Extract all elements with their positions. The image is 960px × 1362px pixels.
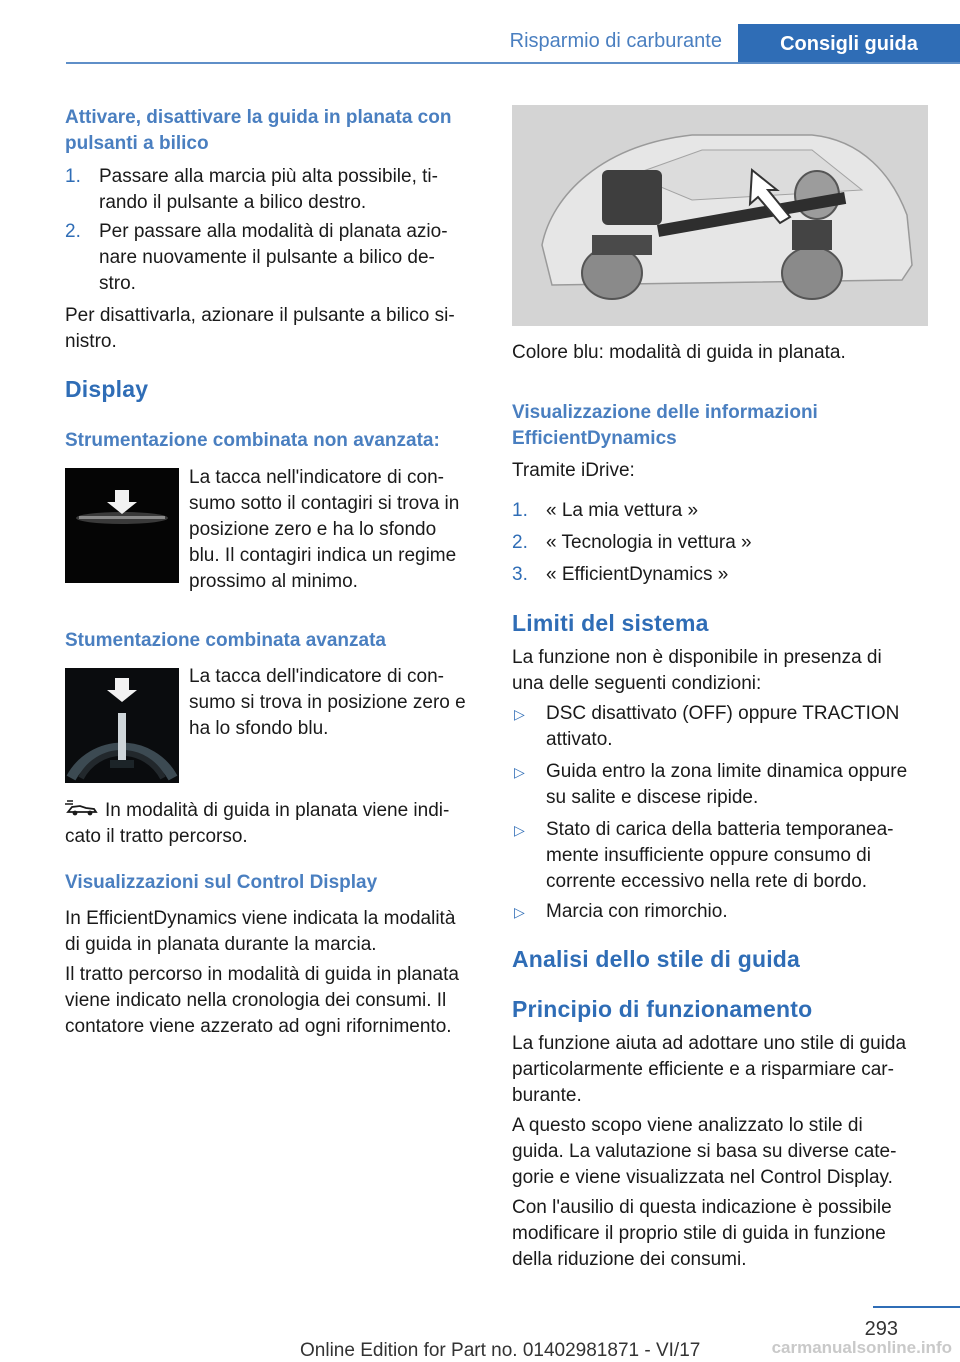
heading-rocker-switch: Attivare, disattivare la guida in planata con pulsanti a bilico xyxy=(65,107,452,154)
paragraph-line: contatore viene azzerato ad ogni rifornimento. xyxy=(65,1016,452,1037)
heading-driving-style-analysis: Analisi dello stile di guida xyxy=(512,946,801,972)
paragraph-line: La funzione non è disponibile in presenza di xyxy=(512,647,882,668)
paragraph-line: Il tratto percorso in modalità di guida in planata xyxy=(65,964,459,985)
paragraph-line: In modalità di guida in planata viene indi‐ xyxy=(105,800,450,821)
page-number: 293 xyxy=(864,1318,898,1340)
heading-working-principle: Principio di funzionamento xyxy=(512,996,813,1022)
header-section-title: Risparmio di carburante xyxy=(509,30,722,52)
step-number: 2. xyxy=(65,221,81,242)
header-rule xyxy=(66,62,960,64)
step-number: 1. xyxy=(512,500,528,521)
paragraph-line: della riduzione dei consumi. xyxy=(512,1249,747,1270)
bullet-line: Guida entro la zona limite dinamica oppure xyxy=(546,761,908,782)
bullet-triangle-icon: ▷ xyxy=(514,904,525,920)
cluster-advanced-image xyxy=(65,668,179,783)
drivetrain-illustration xyxy=(512,105,928,326)
step-number: 3. xyxy=(512,564,528,585)
bullet-line: attivato. xyxy=(546,729,613,750)
heading-display: Display xyxy=(65,376,149,402)
paragraph-line: sumo sotto il contagiri si trova in xyxy=(189,493,460,514)
step-line: Per passare alla modalità di planata azio‐ xyxy=(99,221,448,242)
bullet-line: Marcia con rimorchio. xyxy=(546,901,728,922)
paragraph-line: una delle seguenti condizioni: xyxy=(512,673,762,694)
paragraph-line: La funzione aiuta ad adottare uno stile di guida xyxy=(512,1033,907,1054)
heading-control-display: Visualizzazioni sul Control Display xyxy=(65,872,378,893)
header-chapter-tab: Consigli guida xyxy=(738,24,960,64)
bullet-line: Stato di carica della batteria temporanea‐ xyxy=(546,819,894,840)
paragraph-line: di guida in planata durante la marcia. xyxy=(65,934,377,955)
menu-path-item: « EfficientDynamics » xyxy=(546,564,729,585)
bullet-triangle-icon: ▷ xyxy=(514,822,525,838)
paragraph-line: guida. La valutazione si basa su diverse cate‐ xyxy=(512,1141,897,1162)
paragraph-line: gorie e viene visualizzata nel Control Display. xyxy=(512,1167,893,1188)
paragraph-line: La tacca nell'indicatore di con‐ xyxy=(189,467,444,488)
footer-rule xyxy=(873,1306,960,1308)
paragraph-line: Tramite iDrive: xyxy=(512,460,635,481)
paragraph-line: nistro. xyxy=(65,331,117,352)
paragraph-line: Con l'ausilio di questa indicazione è possibile xyxy=(512,1197,892,1218)
heading-non-advanced-cluster: Strumentazione combinata non avanzata: xyxy=(65,430,440,451)
heading-system-limits: Limiti del sistema xyxy=(512,610,709,636)
coasting-car-icon xyxy=(64,800,100,818)
paragraph-line: modificare il proprio stile di guida in funzione xyxy=(512,1223,886,1244)
paragraph-line: blu. Il contagiri indica un regime xyxy=(189,545,457,566)
menu-path-item: « Tecnologia in vettura » xyxy=(546,532,752,553)
step-number: 2. xyxy=(512,532,528,553)
paragraph-line: ha lo sfondo blu. xyxy=(189,718,329,739)
paragraph-line: A questo scopo viene analizzato lo stile di xyxy=(512,1115,863,1136)
watermark: carmanualsonline.info xyxy=(771,1338,952,1357)
paragraph-line: burante. xyxy=(512,1085,582,1106)
step-line: rando il pulsante a bilico destro. xyxy=(99,192,367,213)
paragraph-line: particolarmente efficiente e a risparmiare car‐ xyxy=(512,1059,894,1080)
paragraph-line: Per disattivarla, azionare il pulsante a bilico si‐ xyxy=(65,305,455,326)
menu-path-item: « La mia vettura » xyxy=(546,500,699,521)
paragraph-line: prossimo al minimo. xyxy=(189,571,358,592)
bullet-line: mente insufficiente oppure consumo di xyxy=(546,845,871,866)
paragraph-line: In EfficientDynamics viene indicata la modalità xyxy=(65,908,456,929)
bullet-line: DSC disattivato (OFF) oppure TRACTION xyxy=(546,703,900,724)
paragraph-line: viene indicato nella cronologia dei consumi. Il xyxy=(65,990,447,1011)
paragraph-line: posizione zero e ha lo sfondo xyxy=(189,519,437,540)
cluster-basic-image xyxy=(65,468,179,583)
heading-advanced-cluster: Stumentazione combinata avanzata xyxy=(65,630,386,651)
step-line: Passare alla marcia più alta possibile, ti‐ xyxy=(99,166,438,187)
paragraph-line: cato il tratto percorso. xyxy=(65,826,248,847)
bullet-line: su salite e discese ripide. xyxy=(546,787,759,808)
step-number: 1. xyxy=(65,166,81,187)
step-line: nare nuovamente il pulsante a bilico de‐ xyxy=(99,247,435,268)
edition-footer: Online Edition for Part no. 01402981871 - VI/17 xyxy=(300,1340,701,1361)
image-caption: Colore blu: modalità di guida in planata. xyxy=(512,342,846,363)
heading-efficientdynamics-info: Visualizzazione delle informazioni EfficientDynamics xyxy=(512,402,818,449)
bullet-line: corrente eccessivo nella rete di bordo. xyxy=(546,871,868,892)
bullet-triangle-icon: ▷ xyxy=(514,706,525,722)
paragraph-line: sumo si trova in posizione zero e xyxy=(189,692,466,713)
step-line: stro. xyxy=(99,273,136,294)
paragraph-line: La tacca dell'indicatore di con‐ xyxy=(189,666,444,687)
bullet-triangle-icon: ▷ xyxy=(514,764,525,780)
